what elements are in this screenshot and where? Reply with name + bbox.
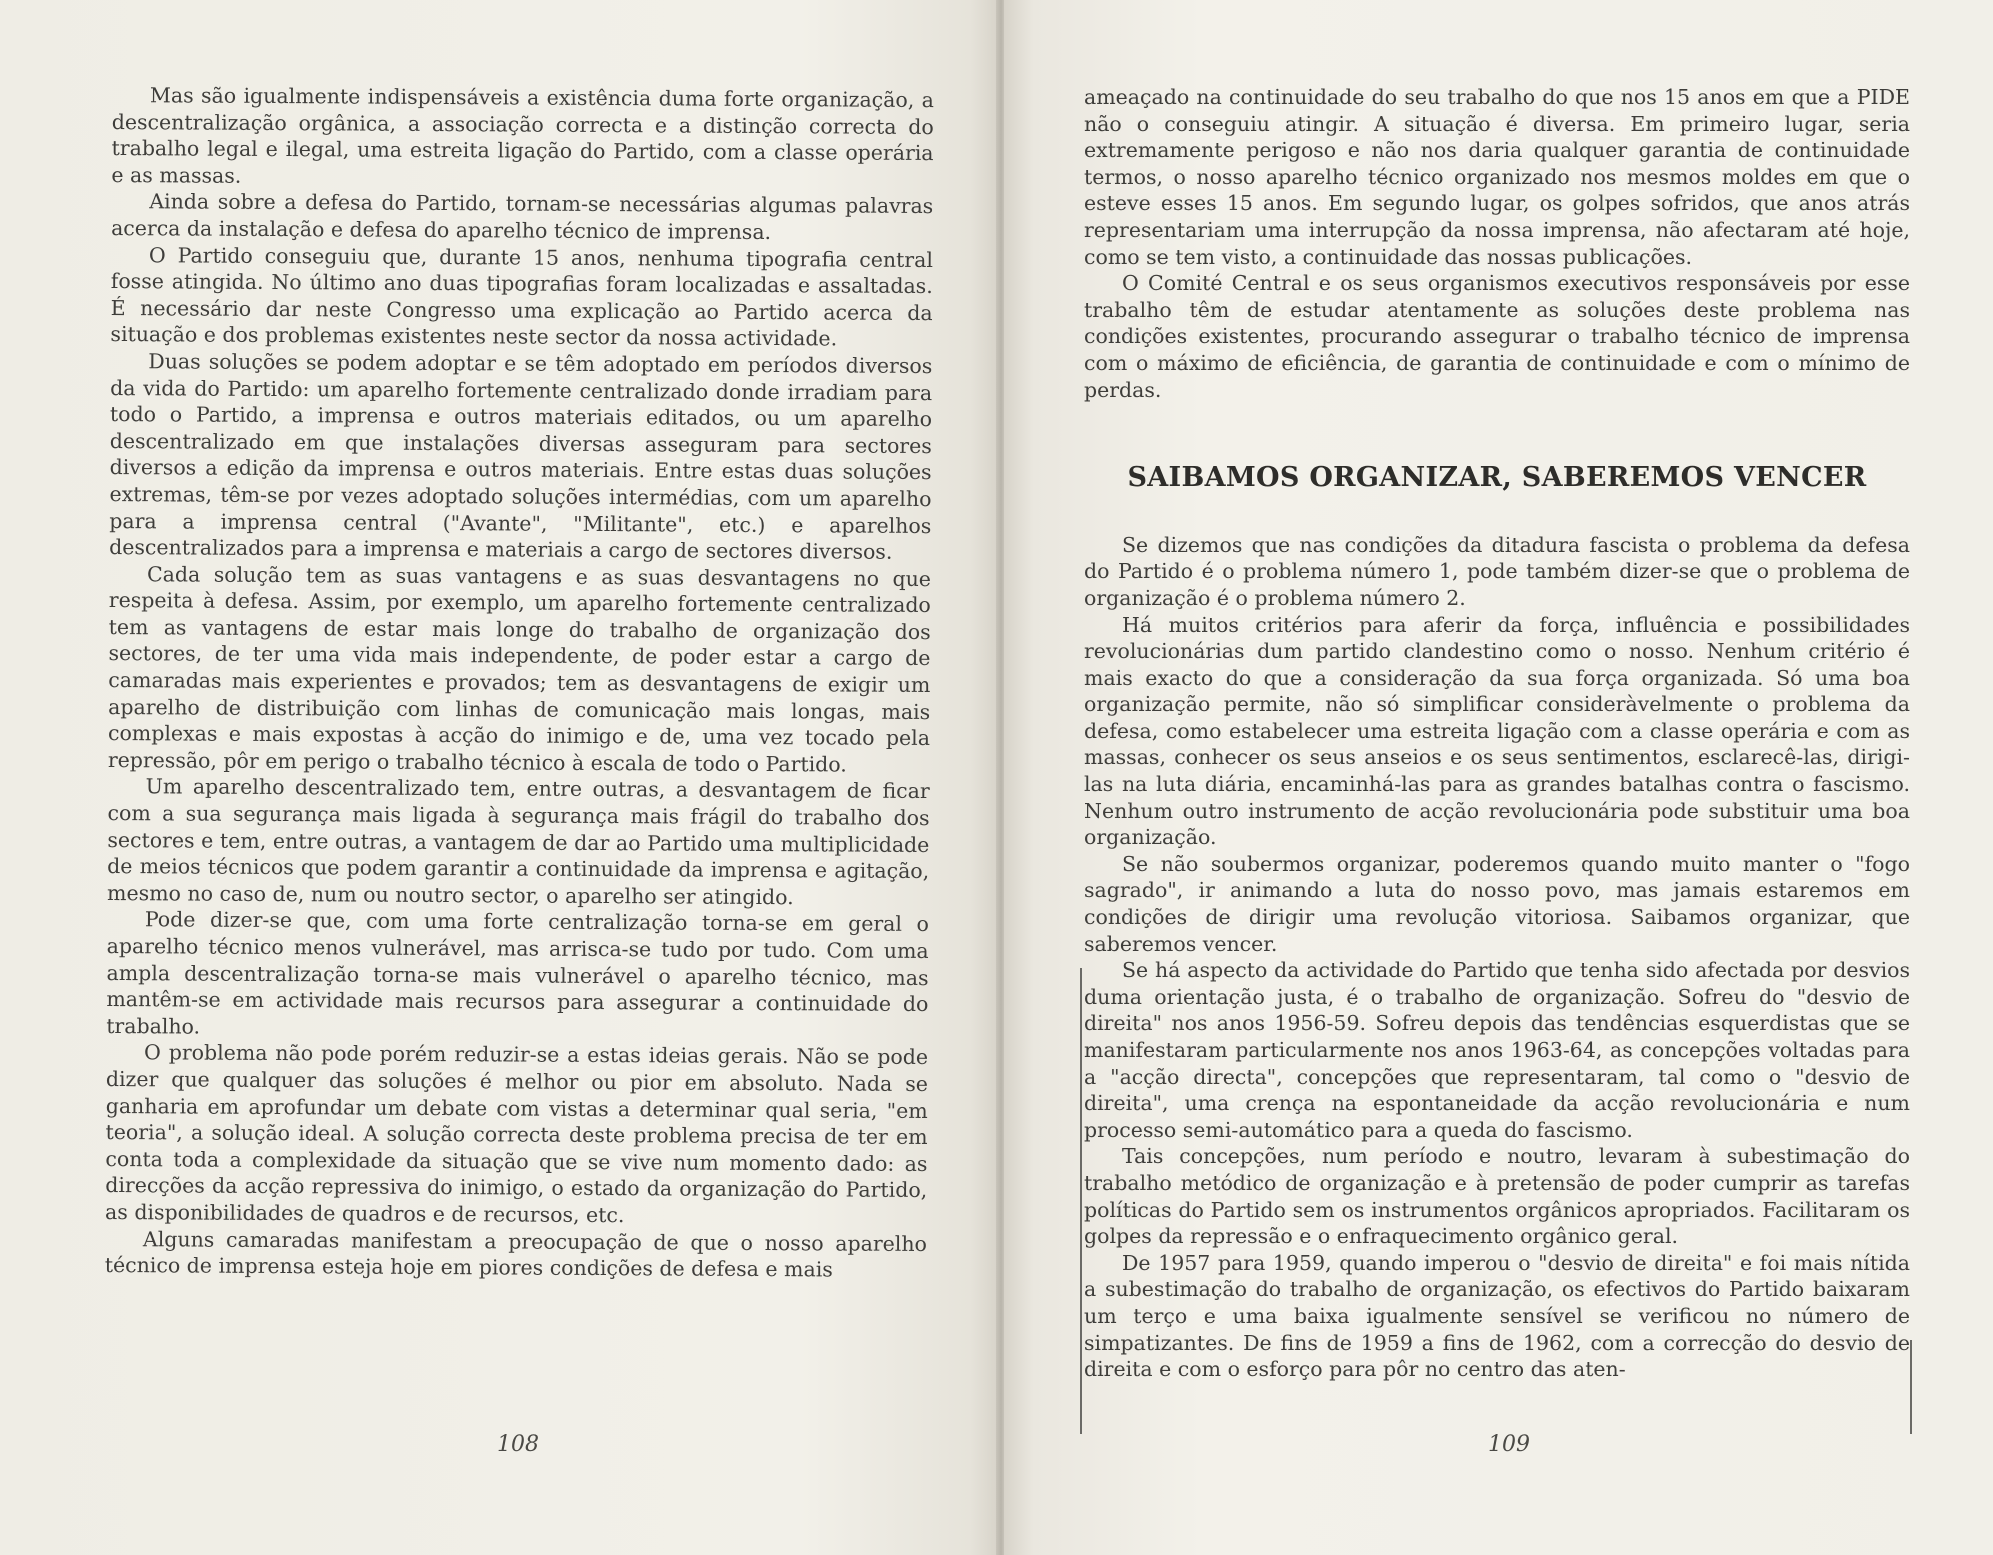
paragraph: O Comité Central e os seus organismos executivos responsáveis por esse trabalho têm de estudar atentamente as soluções deste problema nas condições existentes, procurando assegurar o trabalho técnico de imprensa com o máximo de eficiência, de garantia de continuidade e com o mínimo de perdas.	[1084, 271, 1910, 402]
paragraph: O problema não pode porém reduzir-se a estas ideias gerais. Não se pode dizer que qualquer das soluções é melhor ou pior em absoluto. Nada se ganharia em aprofundar um debate com vistas a determinar qual seria, "em teoria", a solução ideal. A solução correcta deste problema precisa de ter em conta toda a complexidade da situação que se vive num momento dado: as direcções da acção repressiva do inimigo, o estado da organização do Partido, as disponibilidades de quadros e de recursos, etc.	[105, 1040, 929, 1228]
left-page-text	[105, 82, 934, 1284]
paragraph: Pode dizer-se que, com uma forte centralização torna-se em geral o aparelho técnico menos vulnerável, mas arrisca-se tudo por tudo. Com uma ampla descentralização torna-se mais vulnerável o aparelho técnico, mas mantêm-se em actividade mais recursos para assegurar a continuidade do trabalho.	[106, 907, 929, 1039]
paragraph: Ainda sobre a defesa do Partido, tornam-se necessárias algumas palavras acerca da instalação e defesa do aparelho técnico de imprensa.	[111, 189, 934, 244]
paragraph: Um aparelho descentralizado tem, entre outras, a desvantagem de ficar com a sua segurança mais ligada à segurança mais frágil do trabalho dos sectores e tem, entre outras, a vantagem de dar ao Partido uma multiplicidade de meios técnicos que podem garantir a continuidade da imprensa e agitação, mesmo no caso de, num ou noutro sector, o aparelho ser atingido.	[106, 774, 930, 909]
paragraph: De 1957 para 1959, quando imperou o "desvio de direita" e foi mais nítida a subestimação do trabalho de organização, os efectivos do Partido baixaram um terço e uma baixa igualmente sensível se verificou no número de simpatizantes. De fins de 1959 a fins de 1962, com a correcção do desvio de direita e com o esforço para pôr no centro das aten-	[1084, 1250, 1910, 1382]
paragraph: Alguns camaradas manifestam a preocupação de que o nosso aparelho técnico de imprensa esteja hoje em piores condições de defesa e mais	[104, 1226, 927, 1282]
paragraph: Tais concepções, num período e noutro, levaram à subestimação do trabalho metódico de organização e à pretensão de poder cumprir as tarefas políticas do Partido sem os instrumentos orgânicos apropriados. Facilitaram os golpes da repressão e o enfraquecimento orgânico geral.	[1084, 1144, 1910, 1249]
paragraph: Se não soubermos organizar, poderemos quando muito manter o "fogo sagrado", ir animando a luta do nosso povo, mas jamais estaremos em condições de dirigir uma revolução vitoriosa. Saibamos organizar, que saberemos vencer.	[1084, 851, 1910, 956]
page-number: 109	[1488, 1432, 1530, 1457]
paragraph: Duas soluções se podem adoptar e se têm adoptado em períodos diversos da vida do Partido: um aparelho fortemente centralizado donde irradiam para todo o Partido, a imprensa e outros materiais editados, ou um aparelho descentralizado em que instalações diversas asseguram para sectores diversos a edição da imprensa e outros materiais. Entre estas duas soluções extremas, têm-se por vezes adoptado soluções intermédias, com um aparelho para a imprensa central ("Avante", "Militante", etc.) e aparelhos descentralizados para a imprensa e materiais a cargo de sectores diversos.	[109, 349, 933, 564]
paragraph: ameaçado na continuidade do seu trabalho do que nos 15 anos em que a PIDE não o conseguiu atingir. A situação é diversa. Em primeiro lugar, seria extremamente perigoso e não nos daria qualquer garantia de continuidade termos, o nosso aparelho técnico organizado nos mesmos moldes em que o esteve esses 15 anos. Em segundo lugar, os golpes sofridos, que anos atrás representariam uma interrupção da nossa imprensa, não afectaram até hoje, como se tem visto, a continuidade das nossas publicações.	[1084, 85, 1910, 269]
paragraph: O Partido conseguiu que, durante 15 anos, nenhuma tipografia central fosse atingida. No último ano duas tipografias foram localizadas e assaltadas. É necessário dar neste Congresso uma explicação ao Partido acerca da situação e dos problemas existentes neste sector da nossa actividade.	[110, 242, 934, 351]
right-page-text	[1084, 84, 1910, 1383]
paragraph: Se há aspecto da actividade do Partido que tenha sido afectada por desvios duma orientação justa, é o trabalho de organização. Sofreu do "desvio de direita" nos anos 1956-59. Sofreu depois das tendências esquerdistas que se manifestaram particularmente nos anos 1963-64, as concepções voltadas para a "acção directa", concepções que representaram, tal como o "desvio de direita", uma crença na espontaneidade da acção revolucionária e num processo semi-automático para a queda do fascismo.	[1084, 958, 1910, 1142]
margin-line	[1080, 968, 1082, 1434]
right-page	[1004, 0, 1993, 1555]
paragraph: Se dizemos que nas condições da ditadura fascista o problema da defesa do Partido é o problema número 1, pode também dizer-se que o problema de organização é o problema número 2.	[1084, 532, 1910, 610]
paragraph: Há muitos critérios para aferir da força, influência e possibilidades revolucionárias dum partido clandestino como o nosso. Nenhum critério é mais exacto do que a consideração da sua força organizada. Só uma boa organização permite, não só simplificar consideràvelmente o problema da defesa, como estabelecer uma estreita ligação com a classe operária e com as massas, conhecer os seus anseios e os seus sentimentos, esclarecê-las, dirigi-las na luta diária, encaminhá-las para as grandes batalhas contra o fascismo. Nenhum outro instrumento de acção revolucionária pode substituir uma boa organização.	[1084, 612, 1910, 850]
paragraph: Cada solução tem as suas vantagens e as suas desvantagens no que respeita à defesa. Assim, por exemplo, um aparelho fortemente centralizado tem as vantagens de estar mais longe do trabalho de organização dos sectores, de ter uma vida mais independente, de poder estar a cargo de camaradas mais experientes e provados; tem as desvantagens de exigir um aparelho de distribuição com linhas de comunicação mais longas, mais complexas e mais expostas à acção do inimigo e de, uma vez tocado pela repressão, pôr em perigo o trabalho técnico à escala de todo o Partido.	[107, 561, 932, 777]
paragraph: Mas são igualmente indispensáveis a existência duma forte organização, a descentralização orgânica, a associação correcta e a distinção correcta do trabalho legal e ilegal, uma estreita ligação do Partido, com a classe operária e as massas.	[111, 83, 934, 188]
section-heading: SAIBAMOS ORGANIZAR, SABEREMOS VENCER	[1127, 462, 1867, 494]
margin-line	[1910, 1340, 1912, 1434]
page-number: 108	[497, 1432, 539, 1457]
